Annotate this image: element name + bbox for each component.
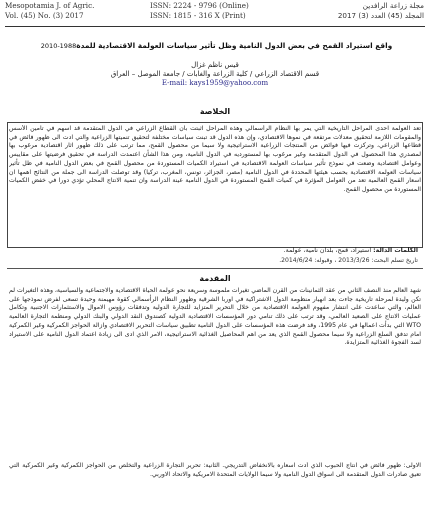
author-name: قيس ناظم غزال <box>191 61 239 69</box>
journal-volume-ar: المجلد (45) العدد (3) 2017 <box>337 11 424 20</box>
keywords-line <box>12 247 418 254</box>
header-rule <box>5 26 425 27</box>
introduction-body <box>9 287 421 457</box>
abstract-body <box>9 125 421 243</box>
abstract-text: تعد العولمة احدى المراحل التاريخية التي يمر بها النظام الرأسمالي وهذه المراحل اثبتت بأن القطاع الزراعي في الدول المتقدمة قد اسهم في تأمين الأسس والمقومات اللازمة لتحقيق معدلات مرتفعة في نموها الاقتصادي، وإن هذه الدول قد تبنت سياسات مختلفة لتحقيق تنميتها الزراعية والتي ادت الى ظهور فائض في قطاعها الزراعي، وتركزت فيها فوائض من المنتجات الزراعية الاستراتيجية ولا سيما من محصول القمح، مما ترتب على ذلك ظهور اثار اقتصادية مرغوب بها لمصدري هذا المحصول في الدول المتقدمة وغير مرغوب بها لمستورديه في الدول النامية، ومن هذا الشأن اعتمدت الدراسة في تحقيق فرضيتها على مقاييس وعوامل اقتصادية وضعت في نموذج تأثير سياسات العولمة الاقتصادية في استيراد الكميات المستوردة من محصول القمح في بعض الدول النامية في ظل تأثير سياسات العولمة الاقتصادية بحسب هيئتها المحددة في الدول النامية (مصر، الجزائر، تونس، المغرب، تركيا) وقد توصلت الدراسة الى جملة من النتائج اهمها ان اسعار القمح العالمية تعد من العوامل المؤثرة في كميات القمح المستوردة في الدول النامية عينة الدراسة وان تنمية الانتاج المحلي تؤدي دورا في خفض الكميات المستوردة من محصول القمح. <box>9 125 421 193</box>
introduction-heading: المقدمة <box>199 274 231 283</box>
issn-info <box>150 1 249 21</box>
journal-name-en: Mesopotamia J. of Agric. <box>5 1 95 10</box>
author-block <box>0 61 430 88</box>
introduction-text: شهد العالم منذ النصف الثاني من عقد الثمانينات من القرن الماضي تغيرات ملموسة وسريعة نحو عولمة الحياة الاقتصادية والاجتماعية والسياسية، وهذه التغيرات لم تكن وليدة لمرحلة تاريخية جاءت بعد انهيار منظومة الدول الاشتراكية في اوربا الشرقية وظهور النظام الرأسمالي كقوة مهيمنة وحيدة تسعى لفرض نموذجها على العالم، والتي ساعدت على انتشار مفهوم العولمة الاقتصادية من خلال التحرير المتزايد للتجارة الدولية وتدفقات رؤوس الاموال والاستثمارات الاجنبية وتكامل عمليات الانتاج على الصعيد العالمي، وقد ترتب على ذلك تنامي دور المؤسسات الاقتصادية الدولية كصندوق النقد الدولي والبنك الدولي ومنظمة التجارة العالمية WTO التي بدأت اعمالها في عام 1995، وقد فرضت هذه المؤسسات على الدول النامية تطبيق سياسات التحرير الاقتصادي وازالة الحواجز الكمركية وغير الكمركية امام تدفق السلع الزراعية ولا سيما محصول القمح الذي يعد من اهم المحاصيل الغذائية الاستراتيجية، الامر الذي ادى الى زيادة اعتماد الدول النامية على الاستيراد لسد الفجوة الغذائية المتزايدة. <box>9 287 421 347</box>
author-email: E-mail: kays1959@yahoo.com <box>161 79 269 87</box>
bottom-paragraph-text: الاولى: ظهور فائض في انتاج الحبوب الذي أدت اسعاره بالانخفاض التدريجي. الثانية: تحرير التجارة الزراعية والتخلص من الحواجز الكمركية وغير الكمركية التي تعيق صادرات الدول المتقدمة الى اسواق الدول النامية ولا سيما الولايات المتحدة الامريكية والاتحاد الاوربي. <box>9 462 421 478</box>
keywords-label: الكلمات الدالة: <box>373 247 418 254</box>
issn-print: ISSN: 1815 - 316 X (Print) <box>150 11 246 20</box>
section-divider <box>7 268 423 269</box>
issn-online: ISSN: 2224 - 9796 (Online) <box>150 1 249 10</box>
journal-name-ar: مجلة زراعة الرافدين <box>362 1 424 10</box>
bottom-paragraph <box>9 462 421 508</box>
journal-volume-en: Vol. (45) No. (3) 2017 <box>5 11 84 20</box>
paper-title <box>8 41 422 50</box>
received-date: تاريخ تسلم البحث: 2013/3/26 ، وقبوله: 2014/6/24. <box>279 257 418 264</box>
abstract-heading: الخلاصة <box>199 107 231 116</box>
author-affiliation: قسم الاقتصاد الزراعي / كلية الزراعة والغابات / جامعة الموصل – العراق <box>110 70 320 78</box>
journal-info-english <box>5 1 94 21</box>
journal-info-arabic <box>338 1 424 21</box>
paper-title-text: واقع استيراد القمح في بعض الدول النامية وظل تأثير سياسات العولمة الاقتصادية للمدة <box>76 41 393 50</box>
paper-title-years: 2010-1988 <box>40 42 77 50</box>
keywords-text: استيراد، قمح، بلدان نامية، عولمة. <box>283 247 372 254</box>
